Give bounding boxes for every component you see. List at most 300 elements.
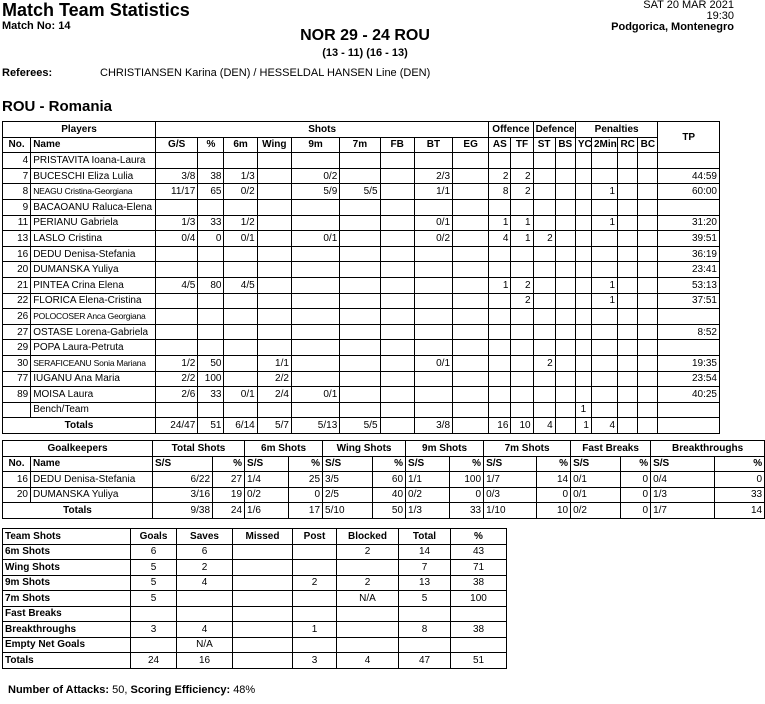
stat-cell bbox=[156, 262, 198, 278]
player-number: 8 bbox=[3, 184, 31, 200]
stat-cell: 4 bbox=[489, 231, 511, 247]
stat-cell: 13 bbox=[399, 575, 451, 591]
stat-cell bbox=[340, 293, 380, 309]
stat-cell bbox=[555, 402, 575, 418]
tp-header: TP bbox=[658, 122, 720, 153]
stat-cell: 0/3 bbox=[484, 487, 537, 503]
stat-cell bbox=[340, 246, 380, 262]
stat-cell: 0/2 bbox=[224, 184, 257, 200]
players-group: Players bbox=[3, 122, 156, 138]
stat-cell: 2/2 bbox=[257, 371, 291, 387]
stat-cell bbox=[224, 262, 257, 278]
stat-cell bbox=[511, 371, 533, 387]
team-shots-row bbox=[3, 606, 507, 622]
stat-cell bbox=[414, 277, 452, 293]
stat-cell: 47 bbox=[399, 653, 451, 669]
stat-cell bbox=[575, 309, 591, 325]
stat-cell: 23:54 bbox=[658, 371, 720, 387]
stat-cell bbox=[618, 340, 638, 356]
stat-cell bbox=[257, 402, 291, 418]
player-row bbox=[3, 168, 720, 184]
players-group-header bbox=[3, 122, 720, 138]
stat-cell bbox=[533, 324, 555, 340]
stat-cell: N/A bbox=[337, 591, 399, 607]
player-number: 21 bbox=[3, 277, 31, 293]
shot-type-label: Wing Shots bbox=[3, 560, 131, 576]
stat-cell: 38 bbox=[198, 168, 224, 184]
stat-cell: 80 bbox=[198, 277, 224, 293]
stat-cell bbox=[380, 246, 414, 262]
stat-cell bbox=[380, 215, 414, 231]
stat-cell bbox=[224, 309, 257, 325]
stat-cell bbox=[224, 246, 257, 262]
player-row bbox=[3, 371, 720, 387]
stat-cell bbox=[380, 184, 414, 200]
stat-cell: 2/4 bbox=[257, 387, 291, 403]
goalkeeper-row bbox=[3, 487, 765, 503]
total-cell: 1 bbox=[575, 418, 591, 434]
stat-cell bbox=[618, 262, 638, 278]
stat-cell bbox=[453, 168, 489, 184]
stat-cell bbox=[591, 168, 617, 184]
stat-cell bbox=[131, 606, 177, 622]
stat-cell bbox=[453, 184, 489, 200]
stat-cell bbox=[489, 340, 511, 356]
stat-cell bbox=[414, 246, 452, 262]
stat-cell bbox=[555, 153, 575, 169]
stat-cell: 2 bbox=[337, 575, 399, 591]
player-name: PRISTAVITA Ioana-Laura bbox=[31, 153, 156, 169]
total-cell: 10 bbox=[511, 418, 533, 434]
stat-cell: 1/1 bbox=[406, 472, 450, 488]
column-header: G/S bbox=[156, 137, 198, 153]
column-header: AS bbox=[489, 137, 511, 153]
stat-cell bbox=[555, 340, 575, 356]
stat-cell bbox=[293, 606, 337, 622]
player-name: Bench/Team bbox=[31, 402, 156, 418]
stat-cell bbox=[380, 355, 414, 371]
column-header: Wing bbox=[257, 137, 291, 153]
column-header: BS bbox=[555, 137, 575, 153]
attacks-value: 50, bbox=[112, 684, 128, 696]
stat-cell bbox=[618, 402, 638, 418]
stat-cell bbox=[618, 371, 638, 387]
stat-cell bbox=[638, 340, 658, 356]
total-cell bbox=[380, 418, 414, 434]
stat-cell bbox=[489, 262, 511, 278]
stat-cell bbox=[156, 293, 198, 309]
stat-cell: 0 bbox=[621, 472, 651, 488]
stat-cell: 8:52 bbox=[658, 324, 720, 340]
stat-cell bbox=[555, 293, 575, 309]
stat-cell: 4 bbox=[337, 653, 399, 669]
stat-cell bbox=[575, 168, 591, 184]
stat-cell bbox=[575, 262, 591, 278]
defence-group: Defence bbox=[533, 122, 575, 138]
stat-cell: 1/2 bbox=[224, 215, 257, 231]
goalkeepers-group: Total Shots bbox=[153, 441, 245, 457]
stat-cell bbox=[638, 168, 658, 184]
stat-cell bbox=[257, 340, 291, 356]
stat-cell bbox=[575, 355, 591, 371]
player-name: IUGANU Ana Maria bbox=[31, 371, 156, 387]
stat-cell bbox=[224, 371, 257, 387]
stat-cell bbox=[533, 340, 555, 356]
stat-cell bbox=[380, 387, 414, 403]
stat-cell: 2/5 bbox=[323, 487, 373, 503]
total-cell: 24 bbox=[213, 503, 245, 519]
stat-cell bbox=[337, 637, 399, 653]
totals-row bbox=[3, 418, 720, 434]
shot-type-label: 6m Shots bbox=[3, 544, 131, 560]
stat-cell: 100 bbox=[451, 591, 507, 607]
stat-cell bbox=[257, 324, 291, 340]
stat-cell bbox=[380, 340, 414, 356]
stat-cell bbox=[453, 277, 489, 293]
goalkeepers-group: Wing Shots bbox=[323, 441, 406, 457]
stat-cell: 2 bbox=[533, 355, 555, 371]
stat-cell bbox=[511, 199, 533, 215]
stat-cell: 0/2 bbox=[245, 487, 289, 503]
stat-cell bbox=[380, 168, 414, 184]
stat-cell bbox=[511, 340, 533, 356]
stat-cell bbox=[414, 153, 452, 169]
player-number: 20 bbox=[3, 262, 31, 278]
team-shots-row bbox=[3, 637, 507, 653]
stat-cell: 1/3 bbox=[156, 215, 198, 231]
stat-cell: 3 bbox=[131, 622, 177, 638]
goalkeepers-group: Goalkeepers bbox=[3, 441, 153, 457]
stat-cell: 2/3 bbox=[414, 168, 452, 184]
stat-cell bbox=[658, 340, 720, 356]
player-number: 27 bbox=[3, 324, 31, 340]
shot-type-label: 7m Shots bbox=[3, 591, 131, 607]
stat-cell bbox=[198, 199, 224, 215]
stat-cell: 1 bbox=[591, 184, 617, 200]
player-number: 77 bbox=[3, 371, 31, 387]
stat-cell bbox=[618, 277, 638, 293]
stat-cell bbox=[337, 560, 399, 576]
player-number: 29 bbox=[3, 340, 31, 356]
stat-cell: 0/2 bbox=[291, 168, 339, 184]
stat-cell bbox=[224, 402, 257, 418]
column-header: % bbox=[450, 456, 484, 472]
stat-cell: 100 bbox=[450, 472, 484, 488]
stat-cell bbox=[291, 246, 339, 262]
player-name: DUMANSKA Yuliya bbox=[31, 262, 156, 278]
goalkeeper-number: 20 bbox=[3, 487, 31, 503]
stat-cell bbox=[198, 340, 224, 356]
player-number: 26 bbox=[3, 309, 31, 325]
stat-cell bbox=[257, 199, 291, 215]
stat-cell bbox=[489, 355, 511, 371]
stat-cell bbox=[591, 324, 617, 340]
stat-cell bbox=[340, 340, 380, 356]
stat-cell bbox=[638, 231, 658, 247]
total-cell: 6/14 bbox=[224, 418, 257, 434]
stat-cell: 3/8 bbox=[156, 168, 198, 184]
stat-cell: 2 bbox=[177, 560, 233, 576]
shot-type-label: Empty Net Goals bbox=[3, 637, 131, 653]
stat-cell bbox=[198, 153, 224, 169]
stat-cell bbox=[533, 402, 555, 418]
stat-cell: 1 bbox=[575, 402, 591, 418]
stat-cell bbox=[453, 231, 489, 247]
column-header: Post bbox=[293, 529, 337, 545]
goalkeeper-name: DUMANSKA Yuliya bbox=[31, 487, 153, 503]
stat-cell bbox=[291, 215, 339, 231]
stat-cell bbox=[224, 199, 257, 215]
stat-cell bbox=[257, 231, 291, 247]
player-name: POLOCOSER Anca Georgiana bbox=[31, 309, 156, 325]
stat-cell bbox=[638, 153, 658, 169]
stat-cell: 2 bbox=[511, 168, 533, 184]
stat-cell: 0 bbox=[198, 231, 224, 247]
stat-cell bbox=[380, 231, 414, 247]
stat-cell: 65 bbox=[198, 184, 224, 200]
stat-cell bbox=[591, 371, 617, 387]
stat-cell bbox=[658, 402, 720, 418]
column-header: % bbox=[213, 456, 245, 472]
column-header: Total bbox=[399, 529, 451, 545]
stat-cell bbox=[591, 387, 617, 403]
stat-cell bbox=[533, 293, 555, 309]
shot-type-label: Totals bbox=[3, 653, 131, 669]
stat-cell bbox=[399, 606, 451, 622]
stat-cell bbox=[257, 246, 291, 262]
players-table bbox=[2, 121, 720, 434]
stat-cell: 0/1 bbox=[571, 472, 621, 488]
player-name: SERAFICEANU Sonia Mariana bbox=[31, 355, 156, 371]
stat-cell bbox=[233, 622, 293, 638]
goalkeeper-number: 16 bbox=[3, 472, 31, 488]
stat-cell bbox=[291, 402, 339, 418]
stat-cell: 16 bbox=[177, 653, 233, 669]
stat-cell bbox=[511, 402, 533, 418]
total-cell: 3/8 bbox=[414, 418, 452, 434]
stat-cell bbox=[555, 324, 575, 340]
stat-cell bbox=[575, 371, 591, 387]
stat-cell bbox=[224, 355, 257, 371]
player-name: PINTEA Crina Elena bbox=[31, 277, 156, 293]
stat-cell bbox=[340, 371, 380, 387]
stat-cell bbox=[198, 324, 224, 340]
stat-cell: N/A bbox=[177, 637, 233, 653]
stat-cell: 0/4 bbox=[651, 472, 715, 488]
stat-cell bbox=[257, 309, 291, 325]
player-number: 11 bbox=[3, 215, 31, 231]
stat-cell bbox=[658, 309, 720, 325]
stat-cell bbox=[638, 277, 658, 293]
match-venue: Podgorica, Montenegro bbox=[611, 21, 734, 33]
stat-cell: 2 bbox=[533, 231, 555, 247]
stat-cell: 1 bbox=[293, 622, 337, 638]
stat-cell: 37:51 bbox=[658, 293, 720, 309]
shot-type-label: 9m Shots bbox=[3, 575, 131, 591]
stat-cell bbox=[414, 293, 452, 309]
column-header: 7m bbox=[340, 137, 380, 153]
stat-cell bbox=[555, 184, 575, 200]
stat-cell bbox=[489, 402, 511, 418]
stat-cell: 60:00 bbox=[658, 184, 720, 200]
stat-cell bbox=[291, 309, 339, 325]
stat-cell bbox=[177, 591, 233, 607]
stat-cell: 0/1 bbox=[291, 231, 339, 247]
total-cell bbox=[453, 418, 489, 434]
stat-cell bbox=[340, 277, 380, 293]
stat-cell: 100 bbox=[198, 371, 224, 387]
total-cell: 14 bbox=[715, 503, 765, 519]
stat-cell bbox=[658, 153, 720, 169]
stat-cell bbox=[511, 153, 533, 169]
stat-cell bbox=[618, 215, 638, 231]
stat-cell bbox=[198, 293, 224, 309]
team-shots-row bbox=[3, 622, 507, 638]
total-cell bbox=[555, 418, 575, 434]
column-header: 9m bbox=[291, 137, 339, 153]
stat-cell bbox=[533, 215, 555, 231]
stat-cell bbox=[291, 371, 339, 387]
stat-cell bbox=[618, 293, 638, 309]
stat-cell: 0 bbox=[621, 487, 651, 503]
stat-cell bbox=[591, 262, 617, 278]
match-number: Match No: 14 bbox=[2, 20, 71, 32]
stat-cell bbox=[293, 544, 337, 560]
stat-cell bbox=[575, 246, 591, 262]
column-header: 2Min bbox=[591, 137, 617, 153]
team-shots-table bbox=[2, 528, 507, 669]
stat-cell bbox=[291, 293, 339, 309]
stat-cell bbox=[414, 309, 452, 325]
team-shots-row bbox=[3, 560, 507, 576]
total-cell: 0/2 bbox=[571, 503, 621, 519]
stat-cell: 38 bbox=[451, 622, 507, 638]
stat-cell bbox=[257, 262, 291, 278]
stat-cell bbox=[489, 246, 511, 262]
stat-cell bbox=[489, 309, 511, 325]
stat-cell: 1/1 bbox=[257, 355, 291, 371]
stat-cell: 4 bbox=[177, 575, 233, 591]
column-header: S/S bbox=[484, 456, 537, 472]
stat-cell bbox=[533, 262, 555, 278]
player-row bbox=[3, 293, 720, 309]
column-header: Name bbox=[31, 456, 153, 472]
stat-cell bbox=[489, 199, 511, 215]
goalkeepers-group-header bbox=[3, 441, 765, 457]
stat-cell bbox=[575, 215, 591, 231]
column-header: % bbox=[373, 456, 406, 472]
stat-cell bbox=[511, 324, 533, 340]
stat-cell bbox=[618, 184, 638, 200]
stat-cell bbox=[340, 355, 380, 371]
stat-cell bbox=[638, 355, 658, 371]
stat-cell bbox=[533, 153, 555, 169]
stat-cell bbox=[555, 199, 575, 215]
stat-cell bbox=[340, 324, 380, 340]
stat-cell: 71 bbox=[451, 560, 507, 576]
stat-cell bbox=[340, 402, 380, 418]
players-body bbox=[3, 153, 720, 434]
stat-cell: 5 bbox=[131, 575, 177, 591]
goalkeepers-group: 6m Shots bbox=[245, 441, 323, 457]
stat-cell: 25 bbox=[289, 472, 323, 488]
team-shots-row bbox=[3, 544, 507, 560]
stat-cell: 1/1 bbox=[414, 184, 452, 200]
stat-cell bbox=[414, 340, 452, 356]
stat-cell: 0/1 bbox=[224, 387, 257, 403]
stat-cell bbox=[453, 262, 489, 278]
player-row bbox=[3, 324, 720, 340]
stat-cell bbox=[575, 340, 591, 356]
total-cell: 5/7 bbox=[257, 418, 291, 434]
stat-cell bbox=[638, 324, 658, 340]
stat-cell bbox=[156, 340, 198, 356]
efficiency-value: 48% bbox=[233, 684, 256, 696]
stat-cell bbox=[257, 215, 291, 231]
goalkeepers-body bbox=[3, 472, 765, 519]
goalkeepers-group: 7m Shots bbox=[484, 441, 571, 457]
stat-cell bbox=[555, 371, 575, 387]
stat-cell bbox=[291, 324, 339, 340]
stat-cell bbox=[293, 560, 337, 576]
stat-cell bbox=[591, 355, 617, 371]
stat-cell bbox=[618, 231, 638, 247]
stat-cell bbox=[340, 231, 380, 247]
total-cell bbox=[638, 418, 658, 434]
column-header: % bbox=[198, 137, 224, 153]
stat-cell bbox=[156, 246, 198, 262]
stat-cell: 1/3 bbox=[224, 168, 257, 184]
stat-cell bbox=[340, 168, 380, 184]
stat-cell: 11/17 bbox=[156, 184, 198, 200]
stat-cell: 6 bbox=[131, 544, 177, 560]
stat-cell bbox=[380, 277, 414, 293]
player-number: 4 bbox=[3, 153, 31, 169]
stat-cell bbox=[489, 293, 511, 309]
stat-cell: 6 bbox=[177, 544, 233, 560]
stat-cell: 3 bbox=[293, 653, 337, 669]
stat-cell: 0 bbox=[450, 487, 484, 503]
stat-cell bbox=[257, 184, 291, 200]
player-number bbox=[3, 402, 31, 418]
stat-cell: 6/22 bbox=[153, 472, 213, 488]
stat-cell bbox=[618, 168, 638, 184]
stat-cell bbox=[533, 387, 555, 403]
stat-cell: 24 bbox=[131, 653, 177, 669]
match-date: SAT 20 MAR 2021 bbox=[643, 0, 734, 11]
stat-cell bbox=[337, 622, 399, 638]
player-number: 9 bbox=[3, 199, 31, 215]
total-cell: 17 bbox=[289, 503, 323, 519]
column-header: BC bbox=[638, 137, 658, 153]
stat-cell: 1 bbox=[511, 215, 533, 231]
stat-cell bbox=[257, 168, 291, 184]
player-name: LASLO Cristina bbox=[31, 231, 156, 247]
stat-cell: 0/2 bbox=[406, 487, 450, 503]
page-title: Match Team Statistics bbox=[2, 0, 190, 20]
stat-cell bbox=[555, 231, 575, 247]
stat-cell bbox=[591, 153, 617, 169]
stat-cell bbox=[224, 293, 257, 309]
stat-cell bbox=[533, 309, 555, 325]
stat-cell: 0/1 bbox=[571, 487, 621, 503]
stat-cell bbox=[533, 199, 555, 215]
column-header: Team Shots bbox=[3, 529, 131, 545]
stat-cell bbox=[380, 309, 414, 325]
stat-cell: 0/1 bbox=[414, 355, 452, 371]
stat-cell bbox=[453, 324, 489, 340]
stat-cell bbox=[198, 309, 224, 325]
